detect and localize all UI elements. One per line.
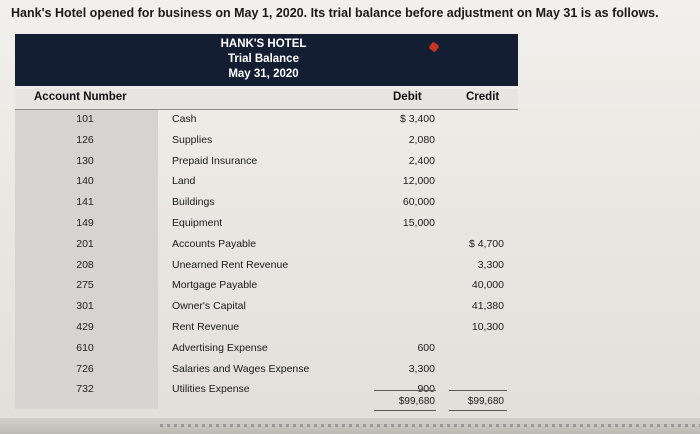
credit-amount: 10,300 xyxy=(471,321,504,333)
column-header-debit: Debit xyxy=(393,91,422,103)
account-number: 610 xyxy=(76,341,94,354)
credit-amount: 3,300 xyxy=(477,258,504,271)
table-row xyxy=(15,131,518,151)
account-name: Owner's Capital xyxy=(172,300,246,313)
table-row xyxy=(15,339,518,359)
account-number: 149 xyxy=(76,217,94,229)
debit-total-rule xyxy=(374,390,436,391)
account-name: Land xyxy=(172,175,196,188)
debit-amount: 3,300 xyxy=(408,362,435,375)
trial-balance-table xyxy=(15,110,518,412)
debit-amount: 2,080 xyxy=(408,133,435,146)
table-row xyxy=(15,318,518,338)
account-name: Utilities Expense xyxy=(172,383,250,396)
problem-intro-text: Hank's Hotel opened for business on May 1, 2020. Its trial balance before adjustment on May 31 is as follows. xyxy=(11,6,659,20)
account-number: 429 xyxy=(76,321,94,333)
total-debit: $99,680 xyxy=(398,396,435,407)
table-row xyxy=(15,193,518,213)
credit-total-rule xyxy=(449,390,507,391)
account-name: Prepaid Insurance xyxy=(172,154,258,167)
debit-amount: 60,000 xyxy=(402,196,435,209)
table-row xyxy=(15,172,518,192)
account-number: 101 xyxy=(76,113,94,125)
totals-row xyxy=(15,394,518,412)
account-name: Buildings xyxy=(172,196,215,209)
debit-double-rule xyxy=(374,410,436,411)
account-number: 275 xyxy=(76,279,94,292)
account-number: 301 xyxy=(76,300,94,313)
account-number: 208 xyxy=(76,258,94,271)
account-number: 140 xyxy=(76,175,94,188)
account-name: Unearned Rent Revenue xyxy=(172,258,289,271)
table-row xyxy=(15,235,518,255)
debit-amount: 600 xyxy=(417,341,435,354)
table-row xyxy=(15,214,518,234)
table-row xyxy=(15,256,518,276)
credit-double-rule xyxy=(449,410,507,411)
total-credit: $99,680 xyxy=(467,396,504,407)
account-name: Cash xyxy=(172,113,197,125)
debit-amount: 15,000 xyxy=(402,217,435,229)
account-name: Salaries and Wages Expense xyxy=(172,362,310,375)
account-name: Supplies xyxy=(172,133,213,146)
debit-amount: $ 3,400 xyxy=(399,113,435,125)
credit-amount: 41,380 xyxy=(471,300,504,313)
table-row xyxy=(15,152,518,172)
trial-balance-header xyxy=(15,34,518,86)
account-number: 732 xyxy=(76,383,94,396)
account-name: Advertising Expense xyxy=(172,341,268,354)
table-row xyxy=(15,360,518,380)
account-name: Rent Revenue xyxy=(172,321,240,333)
account-number: 726 xyxy=(76,362,94,375)
report-date: May 31, 2020 xyxy=(228,68,299,80)
table-row xyxy=(15,297,518,317)
account-number: 130 xyxy=(76,154,94,167)
column-header-account-number: Account Number xyxy=(34,91,127,103)
debit-amount: 2,400 xyxy=(408,154,435,167)
account-name: Accounts Payable xyxy=(172,237,257,250)
account-number: 141 xyxy=(76,196,94,209)
table-row xyxy=(15,276,518,296)
report-title: Trial Balance xyxy=(228,53,299,65)
bottom-dash-pattern xyxy=(160,424,700,427)
account-number: 126 xyxy=(76,133,94,146)
column-header-credit: Credit xyxy=(466,91,500,103)
account-name: Mortgage Payable xyxy=(172,279,258,292)
company-name: HANK'S HOTEL xyxy=(220,38,307,50)
credit-amount: $ 4,700 xyxy=(468,237,504,250)
account-name: Equipment xyxy=(172,217,223,229)
column-headers xyxy=(15,89,518,110)
table-row xyxy=(15,110,518,130)
account-number: 201 xyxy=(76,237,94,250)
credit-amount: 40,000 xyxy=(471,279,504,292)
debit-amount: 12,000 xyxy=(402,175,435,188)
